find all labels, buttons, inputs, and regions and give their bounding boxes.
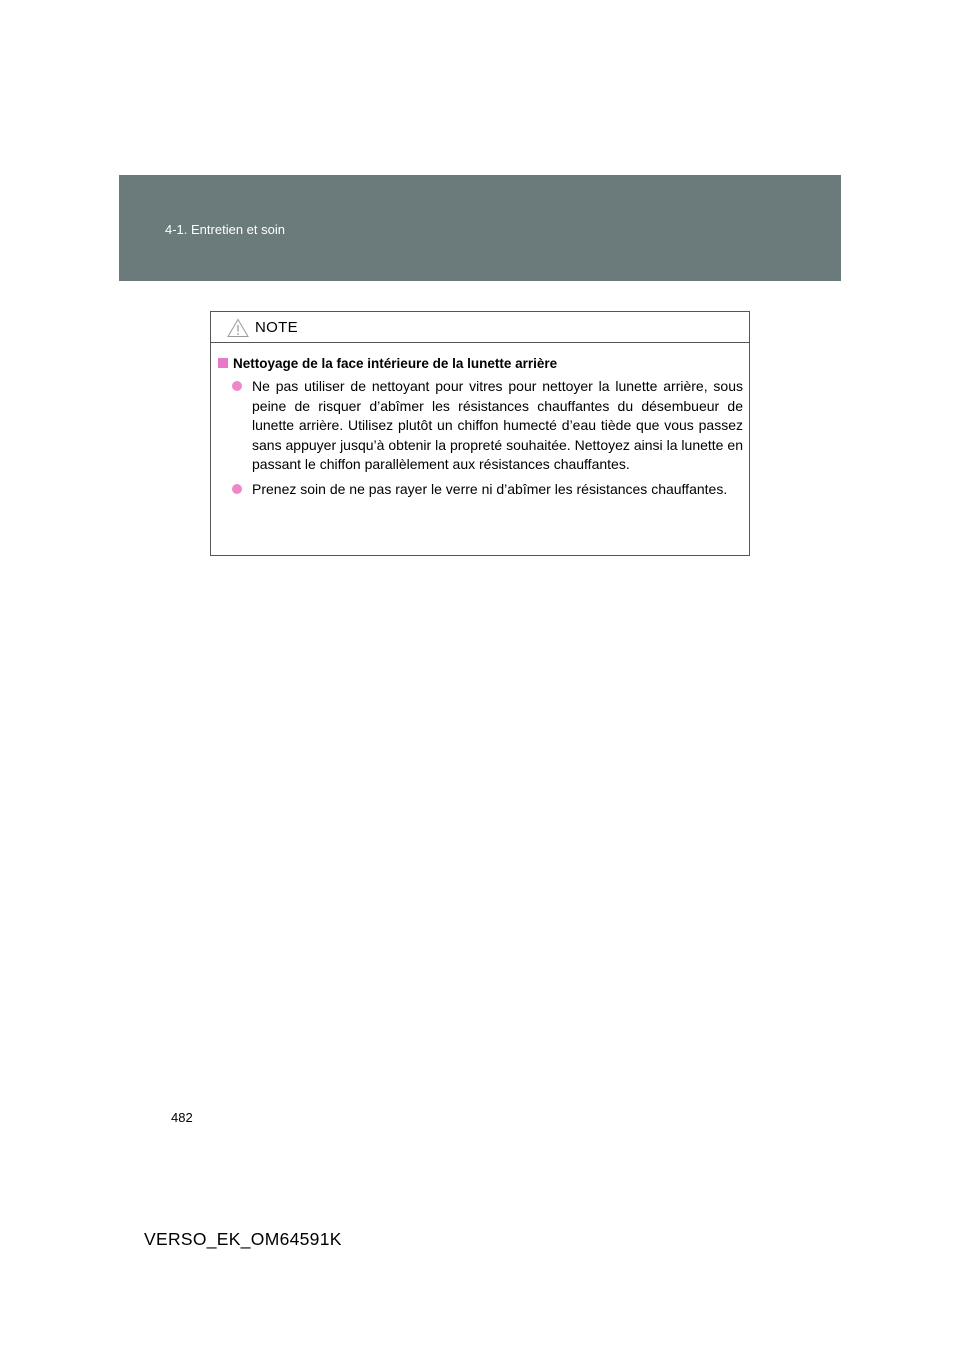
- dot-bullet-icon: [232, 381, 242, 391]
- warning-triangle-icon: [227, 318, 249, 338]
- note-subheading-text: Nettoyage de la face intérieure de la lunette arrière: [233, 356, 558, 371]
- note-body: [211, 343, 749, 499]
- note-box: [210, 311, 750, 556]
- note-title: NOTE: [255, 319, 298, 336]
- section-title: 4-1. Entretien et soin: [165, 222, 285, 237]
- document-code: VERSO_EK_OM64591K: [144, 1229, 342, 1249]
- bullet-text: Prenez soin de ne pas rayer le verre ni d’abîmer les résistances chauffantes.: [252, 480, 728, 497]
- section-header-band: [119, 175, 841, 281]
- page-number: 482: [171, 1110, 193, 1125]
- note-subheading: [217, 354, 743, 373]
- list-item: [229, 377, 743, 475]
- square-bullet-icon: [218, 358, 228, 368]
- bullet-text: Ne pas utiliser de nettoyant pour vitres pour nettoyer la lunette arrière, sous peine de risquer d’abîmer les résistances chauffantes du désembueur de lunette arrière. Utilisez plutôt un chiffon humecté d’eau tiède que vous passez sans appuyer jusqu’à obtenir la propreté souhaitée. Nettoyez ainsi la lunette en passant le chiffon parallèlement aux résistances chauffantes.: [252, 378, 743, 472]
- list-item: [229, 480, 743, 500]
- note-header: [211, 312, 749, 343]
- dot-bullet-icon: [232, 484, 242, 494]
